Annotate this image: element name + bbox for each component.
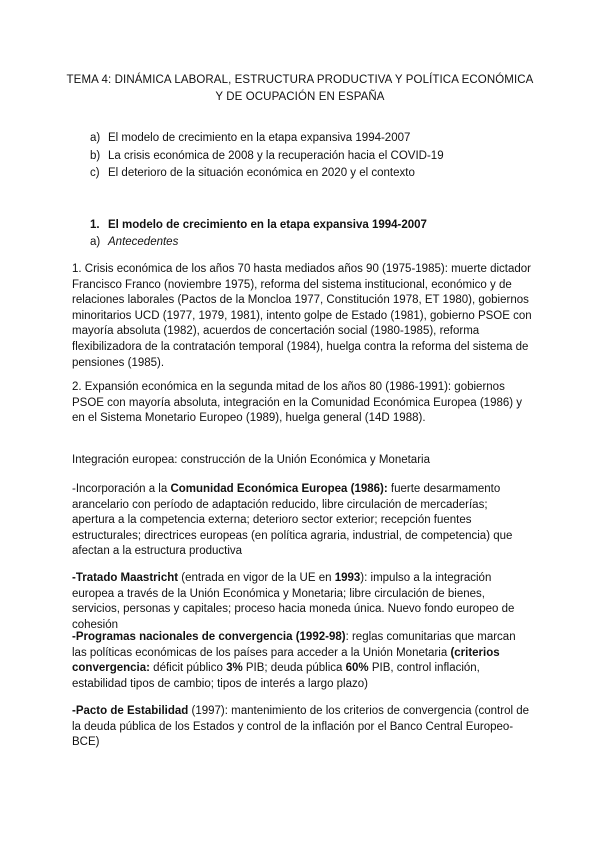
subsection-marker: a) xyxy=(90,236,101,248)
section-title: El modelo de crecimiento en la etapa expansiva 1994-2007 xyxy=(108,219,427,231)
paragraph-pacto xyxy=(72,704,532,751)
programas-text: : reglas comunitarias que marcan las políticas económicas de los países para acceder a la Unión Monetaria xyxy=(72,631,516,659)
criterios-text-3: PIB, control inflación, estabilidad tipos de cambio; tipos de interés a largo plazo) xyxy=(72,662,480,690)
integration-heading: Integración europea: construcción de la Unión Económica y Monetaria xyxy=(72,454,430,466)
toc-item xyxy=(90,165,444,183)
toc-marker: c) xyxy=(90,167,100,179)
criterios-bold: (criterios convergencia: xyxy=(72,646,500,675)
paragraph-expansion-80s: 2. Expansión económica en la segunda mitad de los años 80 (1986-1991): gobiernos PSOE con mayoría absoluta, integración en la Comunidad Económica Europea (1986) y en el Sistema Monetario Europeo (1989), huelga general (14D 1988). xyxy=(72,381,523,425)
pacto-bold: -Pacto de Estabilidad xyxy=(72,705,189,717)
maastricht-mid: (entrada en vigor de la UE en xyxy=(178,572,335,584)
toc-text: El deterioro de la situación económica en 2020 y el contexto xyxy=(108,167,415,179)
cee-bold: Comunidad Económica Europea (1986): xyxy=(170,483,388,495)
title-line-2: Y DE OCUPACIÓN EN ESPAÑA xyxy=(215,91,385,103)
subsection-title: Antecedentes xyxy=(108,236,179,248)
paragraph-maastricht xyxy=(72,571,532,633)
table-of-contents xyxy=(90,130,444,183)
maastricht-year: 1993 xyxy=(334,572,361,584)
section-number: 1. xyxy=(90,219,100,231)
programas-bold: -Programas nacionales de convergencia (1992-98) xyxy=(72,631,346,643)
maastricht-bold: -Tratado Maastricht xyxy=(72,572,179,584)
pacto-text: (1997): mantenimiento de los criterios de convergencia (control de la deuda pública de los Estados y control de la inflación por el Banco Central Europeo-BCE) xyxy=(72,705,530,749)
section-heading xyxy=(90,217,427,234)
maastricht-text: ): impulso a la integración europea a través de la Unión Económica y Monetaria; libre circulación de bienes, servicios, personas y capitales; proceso hacia moneda única. Nuevo fondo europeo de cohesión xyxy=(72,572,515,631)
toc-text: El modelo de crecimiento en la etapa expansiva 1994-2007 xyxy=(108,132,411,144)
cee-text: fuerte desarmamento arancelario con período de adaptación reducido, libre circulación de mercaderías; apertura a la competencia externa; deterioro sector exterior; recepción fuentes estructurales; directrices europeas (en política agraria, industrial, de competencia) que afectan a la estructura productiva xyxy=(72,483,513,558)
criterios-pct-2: 60% xyxy=(345,662,369,675)
paragraph-programas xyxy=(72,630,532,692)
section-heading-block xyxy=(90,217,427,251)
cee-prefix: -Incorporación a la xyxy=(72,483,171,495)
toc-item xyxy=(90,130,444,148)
document-title xyxy=(60,72,540,106)
toc-marker: a) xyxy=(90,132,101,144)
title-line-1: TEMA 4: DINÁMICA LABORAL, ESTRUCTURA PRODUCTIVA Y POLÍTICA ECONÓMICA xyxy=(66,74,534,86)
criterios-text-2: PIB; deuda pública xyxy=(242,662,346,675)
subsection-heading xyxy=(90,234,427,251)
paragraph-crisis-70s: 1. Crisis económica de los años 70 hasta mediados años 90 (1975-1985): muerte dictador Francisco Franco (noviembre 1975), reforma del sistema institucional, económico y de relaciones laborales (Pactos de la Moncloa 1977, Constitución 1978, ET 1980), gobiernos minoritarios UCD (1977, 1979, 1981), intento golpe de Estado (1981), gobierno PSOE con mayoría absoluta (1982), acuerdos de concertación social (1980-1985), reforma flexibilizadora de la contratación temporal (1984), huelga contra la reforma del sistema de pensiones (1985). xyxy=(72,263,532,369)
criterios-text-1: déficit público xyxy=(149,662,227,675)
toc-item xyxy=(90,148,444,166)
paragraph-cee xyxy=(72,482,532,560)
toc-marker: b) xyxy=(90,149,101,162)
toc-text: La crisis económica de 2008 y la recuperación hacia el COVID-19 xyxy=(108,149,444,162)
criterios-pct-1: 3% xyxy=(226,662,243,675)
